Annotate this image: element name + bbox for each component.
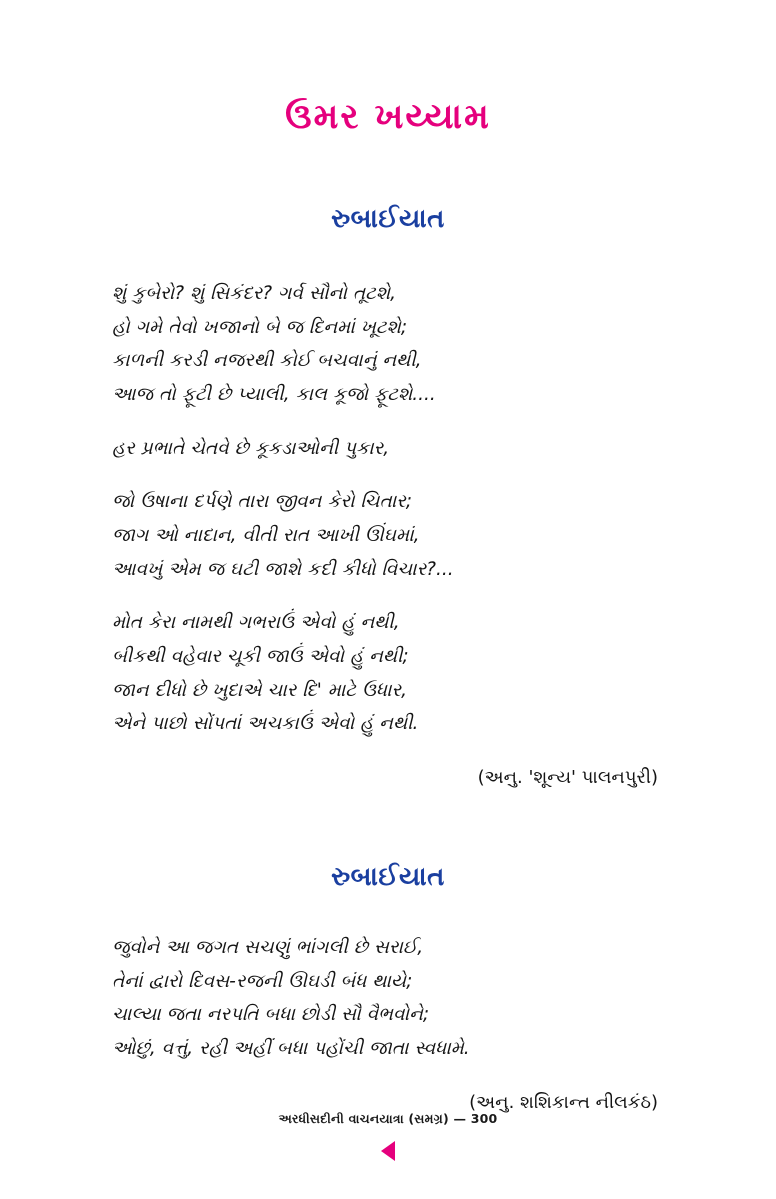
poem-line: એને પાછો સોંપતાં અચકાઉં એવો હું નથી. [112, 713, 419, 735]
poem-line: જાન દીધો છે ખુદાએ ચાર દિ' માટે ઉધાર, [112, 679, 407, 701]
poem-line: કાળની કરડી નજરથી કોઈ બચવાનું નથી, [112, 350, 422, 372]
page-title: ઉમર ખય્યામ [285, 97, 491, 137]
poem-line: મોત કેરા નામથી ગભરાઉં એવો હું નથી, [112, 612, 400, 634]
poem-body-1 [104, 277, 672, 741]
poem-line: બીકથી વહેવાર ચૂકી જાઉં એવો હું નથી; [112, 645, 409, 667]
poem-line: જો ઉષાના દર્પણે તારા જીવન કેરો ચિતાર; [112, 491, 413, 513]
stanza [112, 606, 672, 741]
stanza [112, 931, 672, 1066]
poem-line: ઓછું, વત્તું, રહી અહીં બધા પહોંચી જાતા સ્વધામે. [112, 1037, 470, 1059]
attribution-1: (અનુ. 'શૂન્ય' પાલનપુરી) [477, 766, 658, 788]
poem-line: આજ તો ફૂટી છે પ્યાલી, કાલ કૂજો ફૂટશે.... [112, 383, 436, 405]
poem-line: જુવોને આ જગત સચણું ભાંગલી છે સરાઈ, [112, 936, 424, 958]
poem-body-2 [104, 931, 672, 1066]
poem-line: ચાલ્યા જતા નરપતિ બધા છોડી સૌ વૈભવોને; [112, 1004, 430, 1026]
poem-line: તેનાં દ્વારો દિવસ-રજની ઊઘડી બંધ થાયે; [112, 970, 413, 992]
page-footer: અરધીસદીની વાચનયાત્રા (સમગ્ર) — 300 [278, 1111, 498, 1126]
poem-line: આવખું એમ જ ઘટી જાશે કદી કીધો વિચાર?... [112, 558, 454, 580]
poem-line: શું કુબેરો? શું સિકંદર? ગર્વ સૌનો તૂટશે, [112, 283, 397, 304]
stanza [112, 277, 672, 412]
poem-line: જાગ ઓ નાદાન, વીતી રાત આખી ઊંઘમાં, [112, 524, 420, 546]
previous-page-arrow-icon[interactable] [381, 1141, 395, 1161]
poem-line: હો ગમે તેવો ખજાનો બે જ દિનમાં ખૂટશે; [112, 316, 408, 338]
poem-line: હર પ્રભાતે ચેતવે છે કૂકડાઓની પુકાર, [112, 437, 390, 459]
stanza [112, 432, 672, 466]
attribution-2: (અનુ. શશિકાન્ત નીલકંઠ) [469, 1091, 658, 1113]
section-heading-rubaiyat-1: રુબાઈયાત [331, 204, 445, 234]
section-heading-rubaiyat-2: રુબાઈયાત [331, 861, 445, 892]
stanza [112, 485, 672, 586]
